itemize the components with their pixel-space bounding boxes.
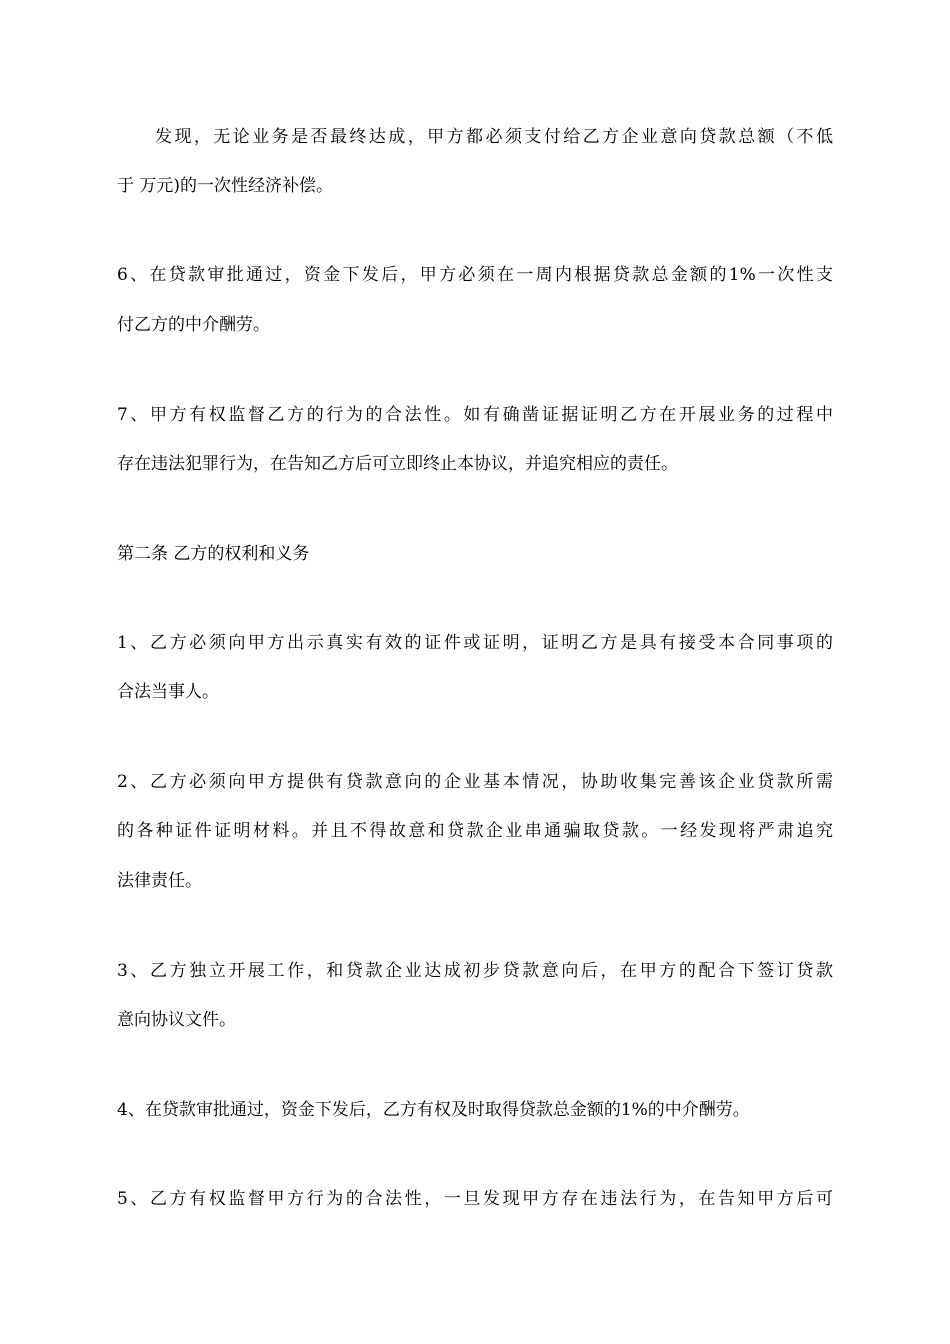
text-line: 2、乙方必须向甲方提供有贷款意向的企业基本情况，协助收集完善该企业贷款所需	[117, 772, 833, 792]
section-heading: 第二条 乙方的权利和义务	[117, 544, 310, 564]
text-line: 的各种证件证明材料。并且不得故意和贷款企业串通骗取贷款。一经发现将严肃追究	[117, 821, 833, 841]
text-line: 合法当事人。	[117, 682, 219, 702]
text-line: 法律责任。	[117, 871, 202, 891]
text-line: 发现，无论业务是否最终达成，甲方都必须支付给乙方企业意向贷款总额（不低	[155, 127, 833, 147]
text-line: 于 万元)的一次性经济补偿。	[117, 176, 334, 196]
text-line: 付乙方的中介酬劳。	[117, 315, 270, 335]
text-line: 意向协议文件。	[117, 1010, 236, 1030]
text-line: 6、在贷款审批通过，资金下发后，甲方必须在一周内根据贷款总金额的1%一次性支	[117, 265, 833, 285]
text-line: 3、乙方独立开展工作，和贷款企业达成初步贷款意向后，在甲方的配合下签订贷款	[117, 961, 833, 981]
text-line: 存在违法犯罪行为，在告知乙方后可立即终止本协议，并追究相应的责任。	[117, 454, 678, 474]
text-line: 1、乙方必须向甲方出示真实有效的证件或证明，证明乙方是具有接受本合同事项的	[117, 633, 833, 653]
text-line: 4、在贷款审批通过，资金下发后，乙方有权及时取得贷款总金额的1%的中介酬劳。	[117, 1100, 750, 1120]
text-line: 7、甲方有权监督乙方的行为的合法性。如有确凿证据证明乙方在开展业务的过程中	[117, 405, 833, 425]
text-line: 5、乙方有权监督甲方行为的合法性，一旦发现甲方存在违法行为，在告知甲方后可	[117, 1189, 833, 1209]
